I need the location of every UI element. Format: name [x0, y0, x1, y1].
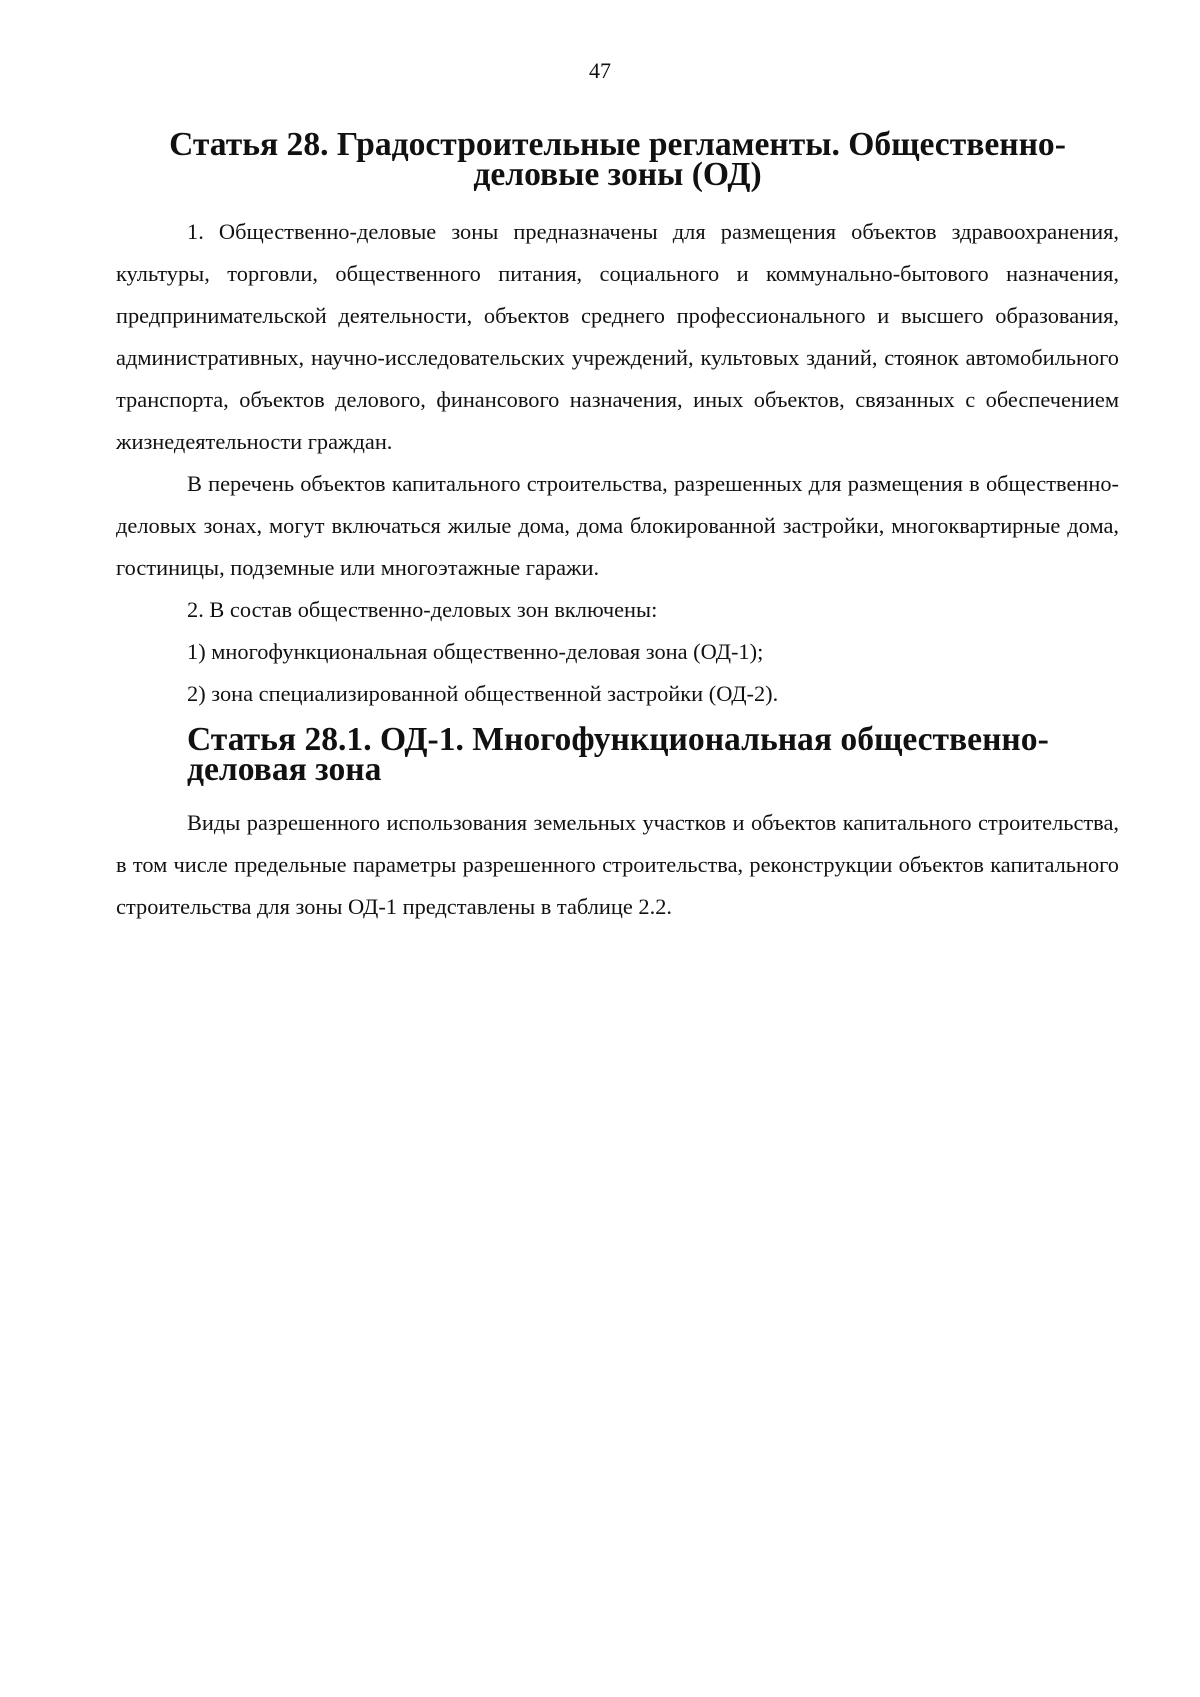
- article-28-heading: Статья 28. Градостроительные регламенты. Общественно-деловые зоны (ОД): [169, 126, 1066, 193]
- article-28-paragraph-2: В перечень объектов капитального строительства, разрешенных для размещения в общественно-деловых зонах, могут включаться жилые дома, дома блокированной застройки, многоквартирные дома, гостиницы, подземные или многоэтажные гаражи.: [116, 471, 1119, 580]
- article-28-paragraph-1: 1. Общественно-деловые зоны предназначены для размещения объектов здравоохранения, культуры, торговли, общественного питания, социального и коммунально-бытового назначения, предпринимательской деятельности, объектов среднего профессионального и высшего образования, административных, научно-исследовательских учреждений, культовых зданий, стоянок автомобильного транспорта, объектов делового, финансового назначения, иных объектов, связанных с обеспечением жизнедеятельности граждан.: [116, 219, 1119, 454]
- article-28-1-paragraph-1: Виды разрешенного использования земельных участков и объектов капитального строительства, в том числе предельные параметры разрешенного строительства, реконструкции объектов капитального строительства для зоны ОД-1 представлены в таблице 2.2.: [116, 810, 1119, 919]
- article-28-list-item-2: 2) зона специализированной общественной застройки (ОД-2).: [187, 681, 779, 706]
- document-content: [116, 126, 1119, 928]
- article-28-list-item-1: 1) многофункциональная общественно-деловая зона (ОД-1);: [187, 639, 764, 664]
- page-number: 47: [589, 58, 611, 83]
- article-28-1-heading: Статья 28.1. ОД-1. Многофункциональная общественно-деловая зона: [187, 721, 1049, 788]
- article-28-paragraph-3: 2. В состав общественно-деловых зон включены:: [187, 597, 658, 622]
